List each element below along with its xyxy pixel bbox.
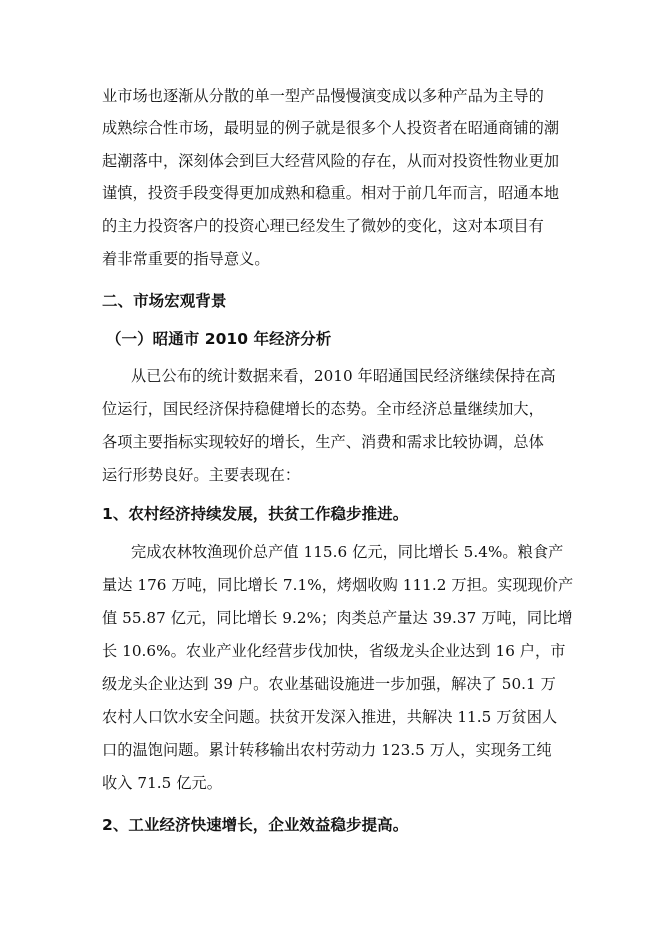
body-text-line: 起潮落中，深刻体会到巨大经营风险的存在，从而对投资性物业更加 <box>102 152 560 170</box>
body-text-line: 完成农林牧渔现价总产值 115.6 亿元，同比增长 5.4%。粮食产 <box>131 543 564 561</box>
body-text-line: 农村人口饮水安全问题。扶贫开发深入推进，共解决 11.5 万贫困人 <box>102 708 558 726</box>
list-heading: 1、农村经济持续发展，扶贫工作稳步推进。 <box>102 505 409 523</box>
body-text-line: 从已公布的统计数据来看，2010 年昭通国民经济继续保持在高 <box>131 367 556 385</box>
body-text-line: 级龙头企业达到 39 户。农业基础设施进一步加强，解决了 50.1 万 <box>102 675 556 693</box>
body-text-line: 位运行，国民经济保持稳健增长的态势。全市经济总量继续加大， <box>102 400 544 418</box>
body-text-line: 口的温饱问题。累计转移输出农村劳动力 123.5 万人，实现务工纯 <box>102 741 552 759</box>
body-text-line: 长 10.6%。农业产业化经营步伐加快，省级龙头企业达到 16 户，市 <box>102 642 566 660</box>
subsection-heading: （一）昭通市 2010 年经济分析 <box>106 330 332 348</box>
section-heading: 二、市场宏观背景 <box>102 292 227 310</box>
body-text-line: 运行形势良好。主要表现在： <box>102 466 301 484</box>
body-text-line: 成熟综合性市场，最明显的例子就是很多个人投资者在昭通商铺的潮 <box>102 119 560 137</box>
body-text-line: 值 55.87 亿元，同比增长 9.2%；肉类总产量达 39.37 万吨，同比增 <box>102 609 573 627</box>
list-heading: 2、工业经济快速增长，企业效益稳步提高。 <box>102 816 409 834</box>
body-text-line: 业市场也逐渐从分散的单一型产品慢慢演变成以多种产品为主导的 <box>102 87 544 105</box>
body-text-line: 谨慎，投资手段变得更加成熟和稳重。相对于前几年而言，昭通本地 <box>102 184 560 202</box>
body-text-line: 收入 71.5 亿元。 <box>102 774 222 792</box>
body-text-line: 各项主要指标实现较好的增长，生产、消费和需求比较协调，总体 <box>102 433 544 451</box>
body-text-line: 着非常重要的指导意义。 <box>102 250 270 268</box>
body-text-line: 的主力投资客户的投资心理已经发生了微妙的变化，这对本项目有 <box>102 217 544 235</box>
body-text-line: 量达 176 万吨，同比增长 7.1%，烤烟收购 111.2 万担。实现现价产 <box>102 576 574 594</box>
